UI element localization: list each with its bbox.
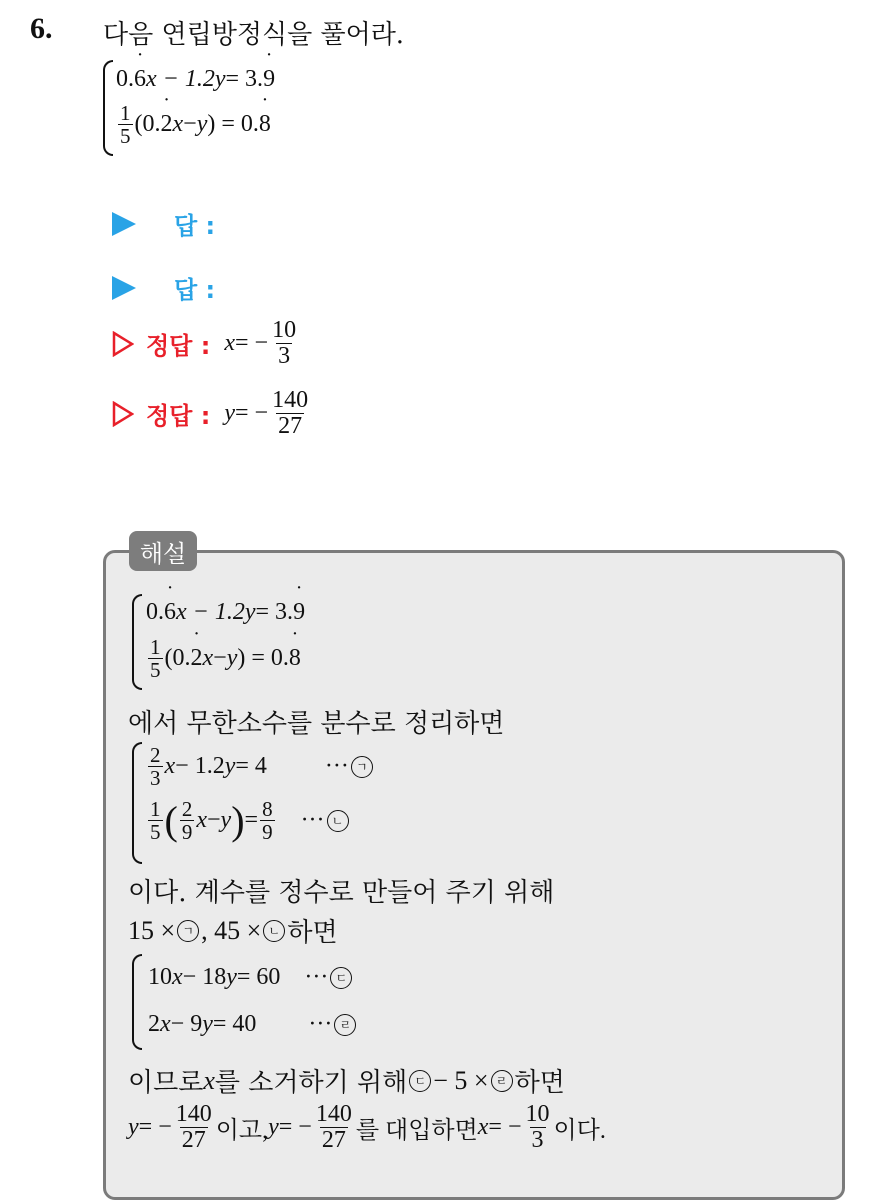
eq-text: = [244,807,259,834]
eq-text: = − [138,1114,172,1141]
left-brace [132,954,142,1050]
circled-label: ㄷ [409,1070,431,1092]
eq-text: = 40 [212,1011,257,1037]
solution-text-2: 이다. 계수를 정수로 만들어 주기 위해 [128,878,555,908]
numerator: 1 [150,797,161,821]
eq-text: 2 [148,1011,160,1037]
var-x: x [164,753,176,780]
denominator: 9 [181,820,193,845]
solution-text-5 [128,1102,606,1153]
eq-text: 10 [148,964,172,990]
numerator: 140 [315,1101,352,1127]
eq-text: ) = 0. [237,645,289,672]
numerator: 8 [262,797,273,821]
answer-line-1[interactable] [112,206,215,241]
solution-eq-1 [146,599,305,626]
var-y: y [226,645,238,672]
eq-text: , 45 × [201,915,262,945]
left-brace [103,60,113,156]
var-y: y [214,66,226,92]
answer-line-2[interactable] [112,270,215,305]
solution-eq-5 [148,964,354,991]
solution-text-3 [128,912,338,949]
eq-text: 를 대입하면 [355,1118,478,1145]
circled-label: ㄱ [177,920,199,942]
solution-text-4 [128,1062,565,1099]
problem-eq-1 [116,66,275,93]
play-triangle-icon [112,276,136,300]
var-x: x [196,807,207,834]
eq-text: − 9 [170,1011,203,1037]
eq-text: = − [278,1114,312,1141]
correct-label: 정답 : [146,332,211,361]
circled-label: ㄹ [491,1070,513,1092]
eq-text: 이므로 [128,1068,204,1098]
fraction [148,744,163,789]
denominator: 3 [150,766,161,791]
denominator: 5 [150,658,161,683]
numerator: 140 [272,387,309,413]
fraction [270,388,310,439]
var-y: y [224,400,235,427]
circled-label: ㄴ [327,810,349,832]
fraction [174,1102,214,1153]
denominator: 27 [321,1127,346,1154]
fraction [180,798,195,843]
paren-open: ( [164,797,178,843]
var-y: y [226,964,237,990]
fraction [314,1102,354,1153]
eq-text: 15 × [128,915,176,945]
eq-text: = 3. [255,599,294,625]
repeating-digit: ˙ 6 [164,599,176,626]
solution-eq-6 [148,1011,358,1038]
solution-eq-3 [146,744,375,789]
eq-text: ) = 0. [207,111,259,138]
denominator: 27 [278,413,303,440]
numerator: 1 [120,101,131,125]
eq-text: 이고, [215,1118,269,1145]
var-y: y [268,1114,279,1141]
eq-text: − [183,111,197,138]
eq-text: 를 소거하기 위해 [214,1068,408,1098]
var-x: x [172,111,184,138]
ellipsis: ··· [324,753,349,780]
circled-label: ㄴ [263,920,285,942]
solution-text-1: 에서 무한소수를 분수로 정리하면 [128,709,505,739]
eq-text: 하면 [514,1068,565,1098]
solution-badge: 해설 [129,531,197,571]
paren-close: ) [231,797,245,843]
correct-answer-y [112,388,312,439]
correct-label: 정답 : [146,402,211,431]
denominator: 5 [150,820,161,845]
fraction [260,798,275,843]
eq-text: 이다. [553,1118,606,1145]
repeating-digit: ˙ 6 [134,66,146,93]
numerator: 2 [150,743,161,767]
eq-text: − 5 × [433,1065,489,1095]
left-brace [132,594,142,690]
eq-text: x − 1.2 [146,66,215,92]
ellipsis: ··· [304,964,329,990]
solution-eq-4 [146,798,351,843]
var-x: x [203,1065,215,1095]
fraction [148,798,163,843]
solution-eq-2 [146,636,301,681]
answer-label: 답 : [174,276,216,304]
fraction [524,1102,552,1153]
eq-text: (0. [164,645,191,672]
ellipsis: ··· [308,1011,333,1037]
var-y: y [202,1011,213,1037]
eq-text: (0. [134,111,161,138]
eq-text: 0. [146,599,164,625]
repeating-digit: ˙ 9 [263,66,275,93]
var-x: x [202,645,214,672]
repeating-digit: ˙ 8 [259,111,271,138]
circled-label: ㄷ [330,967,352,989]
denominator: 9 [262,820,273,845]
circled-label: ㄱ [351,756,373,778]
eq-text: = − [488,1114,522,1141]
ellipsis: ··· [300,807,325,834]
var-x: x [160,1011,171,1037]
var-y: y [128,1114,139,1141]
outline-triangle-icon [112,401,134,427]
play-triangle-icon [112,212,136,236]
answer-label: 답 : [174,212,216,240]
repeating-digit: ˙ 9 [293,599,305,626]
eq-text: = 3. [225,66,264,92]
var-x: x [224,330,235,357]
repeating-digit: ˙ 8 [289,645,301,672]
denominator: 27 [181,1127,206,1154]
denominator: 3 [278,343,291,370]
var-y: y [224,753,236,780]
fraction [148,636,163,681]
repeating-digit: ˙ 2 [191,645,203,672]
var-x: x [172,964,183,990]
eq-text: − 1.2 [175,753,225,780]
eq-text: = 4 [235,753,267,780]
eq-text: − [206,807,221,834]
var-y: y [220,807,232,834]
eq-text: = 60 [236,964,281,990]
numerator: 10 [525,1101,550,1127]
eq-text: − 18 [182,964,227,990]
eq-text: = − [234,400,269,427]
repeating-digit: ˙ 2 [161,111,173,138]
eq-text: = − [234,330,269,357]
var-y: y [196,111,208,138]
left-brace [132,742,142,864]
numerator: 2 [181,797,193,821]
eq-text: 하면 [287,918,338,947]
numerator: 1 [150,635,161,659]
problem-number: 6. [30,12,53,45]
problem-eq-2 [116,102,271,147]
denominator: 5 [120,124,131,149]
correct-answer-x [112,318,300,369]
numerator: 140 [175,1101,212,1127]
fraction [118,102,133,147]
fraction [270,318,298,369]
eq-text: x − 1.2 [176,599,245,625]
denominator: 3 [531,1127,544,1154]
var-y: y [244,599,256,625]
problem-prompt: 다음 연립방정식을 풀어라. [103,20,405,50]
circled-label: ㄹ [334,1014,356,1036]
eq-text: 0. [116,66,134,92]
eq-text: − [213,645,227,672]
numerator: 10 [272,317,297,343]
var-x: x [477,1114,489,1141]
outline-triangle-icon [112,331,134,357]
